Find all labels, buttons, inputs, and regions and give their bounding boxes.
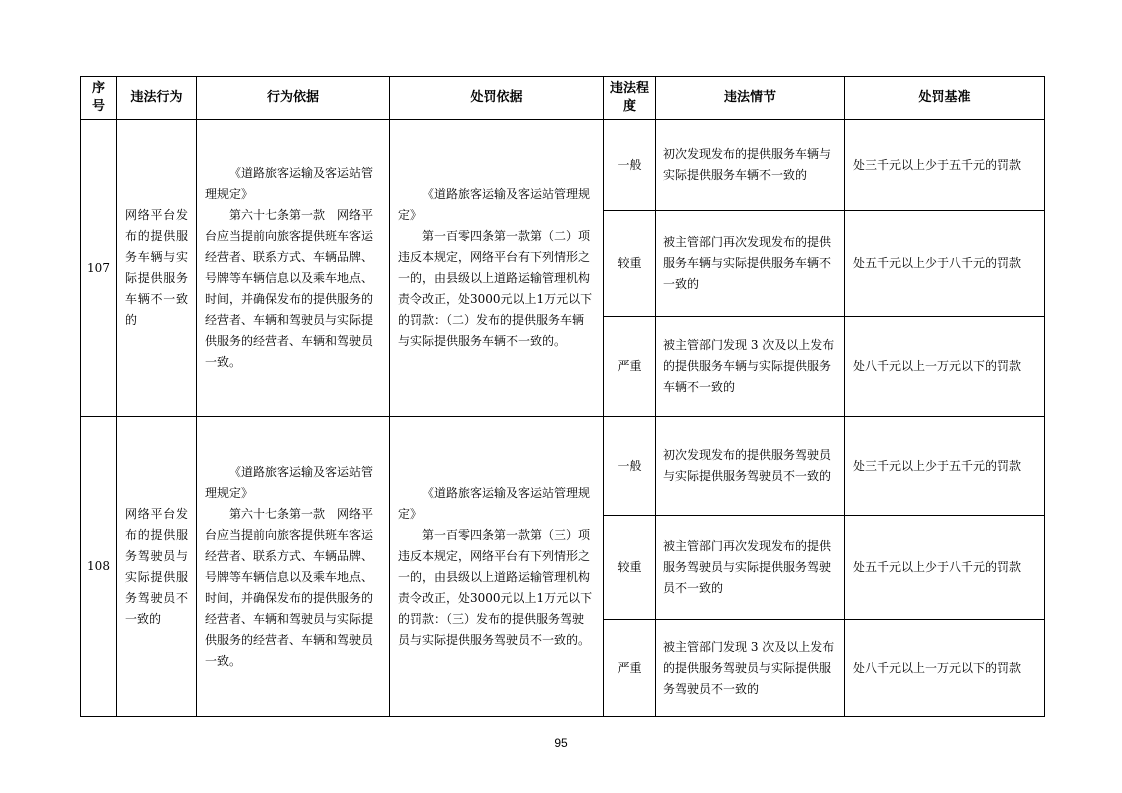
header-circumstance: 违法情节 (656, 77, 845, 120)
penalty-text: 第一百零四条第一款第（二）项 违反本规定，网络平台有下列情形之一的，由县级以上道路运输管理机构责令改正，处3000元以上1万元以下的罚款：（二）发布的提供服务车辆与实际提供服务车辆不一致的。 (398, 229, 603, 348)
degree-cell: 较重 (604, 516, 656, 620)
header-row (81, 77, 1045, 120)
circumstance-cell: 被主管部门发现 3 次及以上发布的提供服务驾驶员与实际提供服务驾驶员不一致的 (656, 620, 845, 717)
standard-cell: 处五千元以上少于八千元的罚款 (845, 211, 1045, 317)
circumstance-cell: 被主管部门再次发现发布的提供服务驾驶员与实际提供服务驾驶员不一致的 (656, 516, 845, 620)
header-seq: 序号 (81, 77, 117, 120)
header-penalty-basis: 处罚依据 (390, 77, 604, 120)
basis-text: 第六十七条第一款 网络平台应当提前向旅客提供班车客运经营者、联系方式、车辆品牌、号牌等车辆信息以及乘车地点、时间，并确保发布的提供服务的经营者、车辆和驾驶员与实际提供服务的经营者、车辆和驾驶员一致。 (205, 506, 374, 668)
basis-text: 第六十七条第一款 网络平台应当提前向旅客提供班车客运经营者、联系方式、车辆品牌、号牌等车辆信息以及乘车地点、时间，并确保发布的提供服务的经营者、车辆和驾驶员与实际提供服务的经营者、车辆和驾驶员一致。 (205, 208, 374, 369)
page-number: 95 (554, 736, 568, 750)
table-row (81, 120, 1045, 211)
header-behavior: 违法行为 (117, 77, 197, 120)
circumstance-cell: 被主管部门再次发现发布的提供服务车辆与实际提供服务车辆不一致的 (656, 211, 845, 317)
header-degree: 违法程度 (604, 77, 656, 120)
circumstance-cell: 初次发现发布的提供服务驾驶员与实际提供服务驾驶员不一致的 (656, 417, 845, 516)
penalty-table (80, 76, 1045, 717)
penalty-text: 第一百零四条第一款第（三）项 违反本规定，网络平台有下列情形之一的，由县级以上道路运输管理机构责令改正，处3000元以上1万元以下的罚款：（三）发布的提供服务驾驶员与实际提供服务驾驶员不一致的。 (398, 527, 603, 647)
standard-cell: 处五千元以上少于八千元的罚款 (845, 516, 1045, 620)
penalty-title: 《道路旅客运输及客运站管理规定》 (398, 187, 591, 222)
basis-title: 《道路旅客运输及客运站管理规定》 (205, 166, 374, 201)
degree-cell: 一般 (604, 417, 656, 516)
basis-cell (197, 120, 390, 417)
standard-cell: 处八千元以上一万元以下的罚款 (845, 620, 1045, 717)
basis-cell (197, 417, 390, 717)
degree-cell: 严重 (604, 317, 656, 417)
penalty-basis-cell (390, 417, 604, 717)
row-number: 108 (81, 417, 117, 717)
standard-cell: 处三千元以上少于五千元的罚款 (845, 417, 1045, 516)
standard-cell: 处八千元以上一万元以下的罚款 (845, 317, 1045, 417)
behavior-cell: 网络平台发布的提供服务驾驶员与实际提供服务驾驶员不一致的 (117, 417, 197, 717)
behavior-cell: 网络平台发布的提供服务车辆与实际提供服务车辆不一致的 (117, 120, 197, 417)
circumstance-cell: 初次发现发布的提供服务车辆与实际提供服务车辆不一致的 (656, 120, 845, 211)
table-row (81, 417, 1045, 516)
degree-cell: 较重 (604, 211, 656, 317)
header-basis: 行为依据 (197, 77, 390, 120)
degree-cell: 一般 (604, 120, 656, 211)
standard-cell: 处三千元以上少于五千元的罚款 (845, 120, 1045, 211)
degree-cell: 严重 (604, 620, 656, 717)
penalty-basis-cell (390, 120, 604, 417)
row-number: 107 (81, 120, 117, 417)
penalty-title: 《道路旅客运输及客运站管理规定》 (398, 485, 591, 521)
header-standard: 处罚基准 (845, 77, 1045, 120)
circumstance-cell: 被主管部门发现 3 次及以上发布的提供服务车辆与实际提供服务车辆不一致的 (656, 317, 845, 417)
basis-title: 《道路旅客运输及客运站管理规定》 (205, 464, 374, 500)
